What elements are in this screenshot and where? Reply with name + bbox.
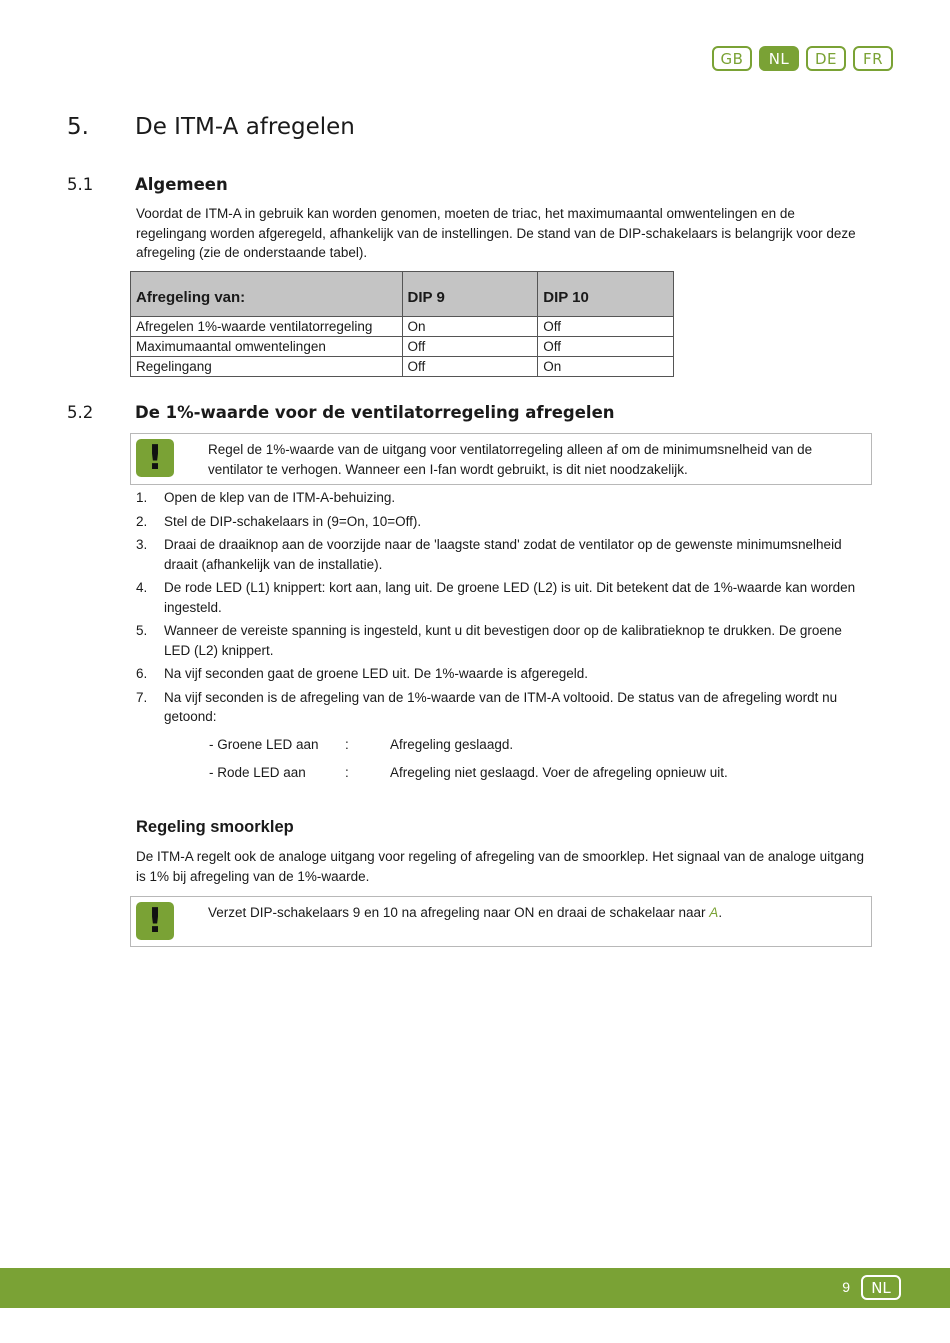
step-text: Stel de DIP-schakelaars in (9=On, 10=Off). (164, 513, 422, 529)
warning-note-text (208, 903, 859, 923)
status-colon: : (345, 765, 349, 780)
step-text: De rode LED (L1) knippert: kort aan, lang uit. De groene LED (L2) is uit. Dit betekent dat de 1%-waarde kan worden ingesteld. (164, 580, 856, 615)
subsection-heading-5-1 (67, 175, 228, 194)
table-cell: Off (402, 357, 538, 377)
dip-switch-table (130, 271, 674, 377)
status-row-red (209, 765, 728, 780)
table-cell: On (538, 357, 674, 377)
section-heading (67, 114, 355, 140)
step-text: Open de klep van de ITM-A-behuizing. (164, 490, 396, 505)
smoorklep-paragraph: De ITM-A regelt ook de analoge uitgang voor regeling of afregeling van de smoorklep. Het signaal van de analoge uitgang is 1% bij afregeling van de 1%-waarde. (136, 849, 864, 884)
warning-note (130, 433, 872, 485)
subsection-title: De 1%-waarde voor de ventilatorregeling afregelen (135, 403, 615, 422)
step-number: 1. (136, 490, 148, 505)
step-number: 6. (136, 666, 148, 681)
status-label: - Rode LED aan (209, 765, 306, 780)
status-row-green (209, 737, 513, 752)
table-header-cell: Afregeling van: (131, 272, 403, 317)
warning-note-text: Regel de 1%-waarde van de uitgang voor ventilatorregeling alleen af om de minimumsnelheid van de ventilator te verhogen. Wanneer een I-fan wordt gebruikt, is dit niet noodzakelijk. (208, 442, 813, 477)
step-text: Wanneer de vereiste spanning is ingesteld, kunt u dit bevestigen door op de kalibratieknop te drukken. De groene LED (L2) knippert. (164, 623, 842, 658)
language-selector (712, 46, 893, 71)
section-number: 5. (67, 114, 89, 140)
table-cell: Maximumaantal omwentelingen (131, 337, 403, 357)
table-header-cell: DIP 9 (402, 272, 538, 317)
lang-tab-gb[interactable]: GB (712, 46, 752, 71)
subsection-heading-5-2 (67, 403, 615, 422)
list-item (136, 578, 864, 617)
table-cell: Regelingang (131, 357, 403, 377)
list-item (136, 664, 864, 684)
note-text-before: Verzet DIP-schakelaars 9 en 10 na afregeling naar ON en draai de schakelaar naar (208, 905, 710, 920)
page-number: 9 (842, 1279, 850, 1295)
table-header-cell: DIP 10 (538, 272, 674, 317)
table-row (131, 357, 674, 377)
subsection-title: Algemeen (135, 175, 228, 194)
procedure-steps (136, 488, 864, 731)
step-number: 3. (136, 537, 148, 552)
step-text: Draai de draaiknop aan de voorzijde naar de 'laagste stand' zodat de ventilator op de gewenste minimumsnelheid draait (afhankelijk van de installatie). (164, 537, 842, 572)
status-value: Afregeling niet geslaagd. Voer de afregeling opnieuw uit. (390, 765, 728, 780)
intro-paragraph: Voordat de ITM-A in gebruik kan worden genomen, moeten de triac, het maximumaantal omwentelingen en de regelingang worden afgeregeld, afhankelijk van de instellingen. De stand van de DIP-schakelaars is belangrijk voor deze afregeling (zie de onderstaande tabel). (136, 206, 856, 260)
table-cell: Off (538, 337, 674, 357)
table-row (131, 317, 674, 337)
status-colon: : (345, 737, 349, 752)
subsection-number: 5.1 (67, 175, 94, 194)
step-number: 4. (136, 580, 148, 595)
lang-tab-de[interactable]: DE (806, 46, 846, 71)
table-cell: Off (538, 317, 674, 337)
step-number: 5. (136, 623, 148, 638)
smoorklep-heading: Regeling smoorklep (136, 818, 294, 836)
warning-icon: ! (136, 439, 174, 477)
list-item (136, 621, 864, 660)
step-text: Na vijf seconden is de afregeling van de 1%-waarde van de ITM-A voltooid. De status van de afregeling wordt nu getoond: (164, 689, 838, 724)
note-text-after: . (718, 905, 723, 920)
list-item (136, 512, 864, 532)
lang-tab-nl[interactable]: NL (759, 46, 799, 71)
list-item (136, 535, 864, 574)
switch-position-label: A (709, 905, 719, 920)
subsection-number: 5.2 (67, 403, 94, 422)
table-cell: Off (402, 337, 538, 357)
status-label: - Groene LED aan (209, 737, 319, 752)
footer-language-tag: NL (861, 1275, 901, 1300)
table-header-row (131, 272, 674, 317)
page-footer (0, 1268, 950, 1308)
section-title: De ITM-A afregelen (135, 114, 355, 140)
list-item (136, 488, 864, 508)
table-row (131, 337, 674, 357)
lang-tab-fr[interactable]: FR (853, 46, 893, 71)
warning-note-smoorklep (130, 896, 872, 947)
status-value: Afregeling geslaagd. (390, 737, 514, 752)
table-cell: On (402, 317, 538, 337)
step-number: 2. (136, 513, 148, 529)
step-text: Na vijf seconden gaat de groene LED uit. De 1%-waarde is afgeregeld. (164, 666, 589, 681)
table-cell: Afregelen 1%-waarde ventilatorregeling (131, 317, 403, 337)
list-item (136, 688, 864, 727)
step-number: 7. (136, 689, 148, 705)
warning-icon: ! (136, 902, 174, 940)
